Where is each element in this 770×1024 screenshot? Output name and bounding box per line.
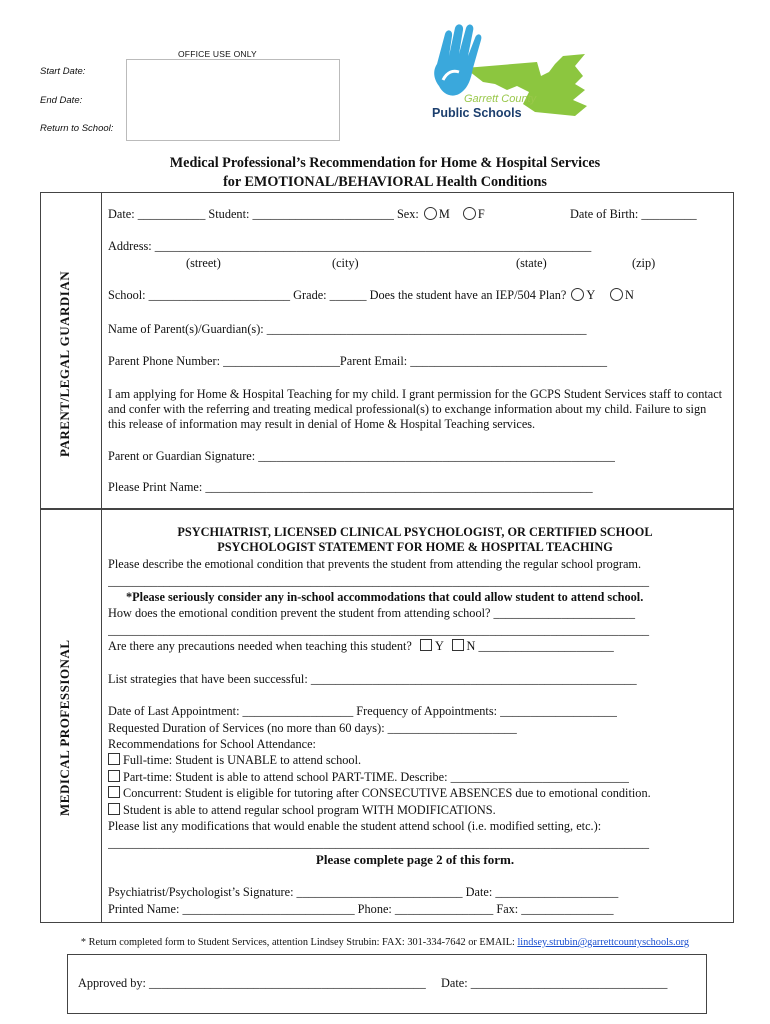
how-prevent-field[interactable]: How does the emotional condition prevent the student from attending school? _______________________ xyxy=(108,606,635,620)
student-services-email-link[interactable]: lindsey.strubin@garrettcountyschools.org xyxy=(517,937,690,948)
modifications-field[interactable]: ________________________________________________________________________________________ xyxy=(108,836,650,850)
iep-no-label: N xyxy=(624,288,634,302)
parttime-label[interactable]: Part-time: Student is able to attend school PART-TIME. Describe: _____________________________ xyxy=(123,770,629,784)
medical-heading-line2: PSYCHOLOGIST STATEMENT FOR HOME & HOSPITAL TEACHING xyxy=(217,540,613,554)
iep-no-radio[interactable] xyxy=(610,288,623,301)
medical-side-label: MEDICAL PROFESSIONAL xyxy=(57,639,72,816)
school-grade-iep-line xyxy=(108,288,634,303)
fulltime-checkbox[interactable] xyxy=(108,753,120,765)
concurrent-checkbox[interactable] xyxy=(108,786,120,798)
start-date-label: Start Date: xyxy=(40,66,86,77)
modifications-label: Student is able to attend regular school program WITH MODIFICATIONS. xyxy=(123,803,496,817)
accommodations-note: *Please seriously consider any in-school accommodations that could allow student to attend school. xyxy=(126,590,644,604)
school-grade-fields[interactable]: School: _______________________ Grade: ______ Does the student have an IEP/504 Plan? xyxy=(108,288,567,302)
strategies-field[interactable]: List strategies that have been successful: _____________________________________________________ xyxy=(108,672,637,686)
medical-heading-line1: PSYCHIATRIST, LICENSED CLINICAL PSYCHOLOGIST, OR CERTIFIED SCHOOL xyxy=(177,525,653,539)
complete-page2-note: Please complete page 2 of this form. xyxy=(315,852,515,867)
parent-names-field[interactable]: Name of Parent(s)/Guardian(s): ____________________________________________________ xyxy=(108,322,587,336)
printed-name-phone-fax-field[interactable]: Printed Name: ____________________________ Phone: ________________ Fax: _______________ xyxy=(108,902,614,916)
fulltime-label: Full-time: Student is UNABLE to attend school. xyxy=(123,753,362,767)
appointment-fields[interactable]: Date of Last Appointment: __________________ Frequency of Appointments: ___________________ xyxy=(108,704,617,718)
precautions-yes-checkbox[interactable] xyxy=(420,639,432,651)
precautions-no-field[interactable]: N ______________________ xyxy=(466,639,614,653)
date-student-fields[interactable]: Date: ___________ Student: _______________________ Sex: xyxy=(108,207,419,221)
recommendations-label: Recommendations for School Attendance: xyxy=(108,737,316,751)
logo-schools-text: Public Schools xyxy=(432,106,522,120)
return-to-school-label: Return to School: xyxy=(40,123,114,134)
zip-label: (zip) xyxy=(632,256,656,270)
return-instructions xyxy=(0,937,770,948)
attendance-option-concurrent xyxy=(108,786,651,801)
return-note-text: * Return completed form to Student Services, attention Lindsey Strubin: FAX: 301-334-7642 or EMAIL: xyxy=(80,937,518,948)
parent-side-label: PARENT/LEGAL GUARDIAN xyxy=(57,270,72,457)
modifications-prompt: Please list any modifications that would enable the student attend school (i.e. modified setting, etc.): xyxy=(108,819,602,833)
form-title-line1: Medical Professional’s Recommendation for Home & Hospital Services xyxy=(169,155,601,171)
psychologist-signature-field[interactable]: Psychiatrist/Psychologist’s Signature: ___________________________ Date: ____________________ xyxy=(108,885,619,899)
attendance-option-modifications xyxy=(108,803,496,818)
state-label: (state) xyxy=(516,256,547,270)
logo-county-text: Garrett County xyxy=(464,93,537,105)
sex-m-radio[interactable] xyxy=(424,207,437,220)
iep-yes-label: Y xyxy=(586,288,595,302)
parent-print-name-field[interactable]: Please Print Name: _______________________________________________________________ xyxy=(108,480,593,494)
precautions-yes-label: Y xyxy=(434,639,444,653)
end-date-label: End Date: xyxy=(40,95,83,106)
concurrent-label: Concurrent: Student is eligible for tutoring after CONSECUTIVE ABSENCES due to emotional condition. xyxy=(123,786,651,800)
modifications-checkbox[interactable] xyxy=(108,803,120,815)
attendance-option-fulltime xyxy=(108,753,361,768)
sex-m-label: M xyxy=(438,207,450,221)
approved-by-field[interactable]: Approved by: _____________________________________________ xyxy=(78,976,426,990)
precautions-prompt: Are there any precautions needed when teaching this student? xyxy=(108,639,412,653)
hand-icon xyxy=(434,24,481,95)
office-use-heading: OFFICE USE ONLY xyxy=(178,49,257,59)
approval-date-field[interactable]: Date: ________________________________ xyxy=(441,976,668,990)
duration-field[interactable]: Requested Duration of Services (no more than 60 days): _____________________ xyxy=(108,721,517,735)
date-of-birth-field[interactable]: Date of Birth: _________ xyxy=(570,207,697,221)
form-title-line2: for EMOTIONAL/BEHAVIORAL Health Conditions xyxy=(223,174,547,190)
parent-phone-email-field[interactable]: Parent Phone Number: ___________________Parent Email: ________________________________ xyxy=(108,354,608,368)
how-prevent-continued-field[interactable]: ________________________________________________________________________________________ xyxy=(108,623,650,637)
address-field[interactable]: Address: _______________________________________________________________________ xyxy=(108,239,592,253)
precautions-line xyxy=(108,639,614,654)
describe-condition-field[interactable]: ________________________________________________________________________________________ xyxy=(108,574,650,588)
office-use-box xyxy=(126,59,340,141)
iep-yes-radio[interactable] xyxy=(571,288,584,301)
sex-f-radio[interactable] xyxy=(463,207,476,220)
precautions-no-checkbox[interactable] xyxy=(452,639,464,651)
attendance-option-parttime xyxy=(108,770,629,785)
section-divider xyxy=(101,193,102,508)
sex-f-label: F xyxy=(477,207,485,221)
parttime-checkbox[interactable] xyxy=(108,770,120,782)
city-label: (city) xyxy=(332,256,359,270)
street-label: (street) xyxy=(186,256,221,270)
parent-signature-field[interactable]: Parent or Guardian Signature: __________________________________________________________ xyxy=(108,449,615,463)
date-student-sex-line xyxy=(108,207,485,222)
consent-paragraph: I am applying for Home & Hospital Teaching for my child. I grant permission for the GCPS Student Services staff to contact and confer with the referring and treating medical professional(s) to exchange information about my child. Failure to sign this release of information may result in denial of Home & Hospital Teaching services. xyxy=(108,387,723,431)
describe-condition-prompt: Please describe the emotional condition that prevents the student from attending the regular school program. xyxy=(108,557,642,571)
